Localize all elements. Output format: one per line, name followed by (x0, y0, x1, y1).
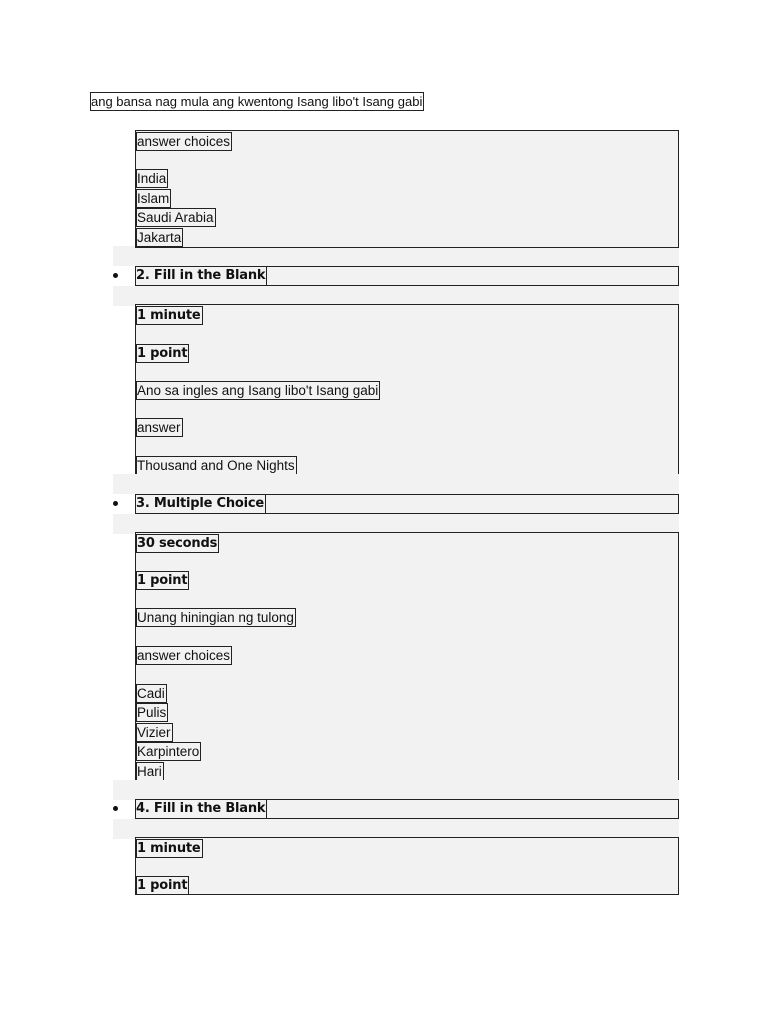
question-3-header (113, 494, 679, 514)
choice-item[interactable]: Vizier (137, 725, 171, 740)
question-2-header (113, 266, 679, 286)
bullet-icon (113, 806, 118, 811)
answer-value: Thousand and One Nights (137, 458, 295, 473)
question-2-text: Ano sa ingles ang Isang libo't Isang gabi (137, 383, 379, 398)
spacer-band (113, 286, 679, 306)
points-label: 1 point (137, 346, 188, 361)
question-2-title: 2. Fill in the Blank (135, 266, 267, 286)
choice-item[interactable]: Hari (137, 764, 162, 779)
time-label: 30 seconds (137, 536, 218, 551)
question-4-title: 4. Fill in the Blank (135, 799, 267, 819)
choice-item[interactable]: Saudi Arabia (137, 210, 214, 225)
choice-item[interactable]: Islam (137, 191, 170, 206)
choice-item[interactable]: India (137, 171, 167, 186)
choice-item[interactable]: Pulis (137, 705, 167, 720)
spacer-band (113, 819, 679, 839)
question-3-panel (135, 532, 679, 781)
question-2-panel (135, 304, 679, 475)
choice-item[interactable]: Karpintero (137, 744, 200, 759)
question-3-title: 3. Multiple Choice (135, 494, 266, 514)
question-3-text: Unang hiningian ng tulong (137, 610, 294, 625)
spacer-band (113, 780, 679, 800)
choice-item[interactable]: Cadi (137, 686, 165, 701)
answer-choices-label: answer choices (137, 648, 231, 663)
question-4-header (113, 799, 679, 819)
choice-item[interactable]: Jakarta (137, 230, 182, 245)
spacer-band (113, 246, 679, 266)
answer-choices-label: answer choices (137, 134, 231, 149)
time-label: 1 minute (137, 841, 201, 856)
question-4-panel (135, 837, 679, 895)
points-label: 1 point (137, 573, 188, 588)
question-1-panel (135, 130, 679, 248)
points-label: 1 point (137, 878, 188, 893)
spacer-band (113, 474, 679, 494)
answer-label: answer (137, 420, 181, 435)
bullet-icon (113, 273, 118, 278)
spacer-band (113, 514, 679, 534)
bullet-icon (113, 501, 118, 506)
question-1-text: ang bansa nag mula ang kwentong Isang libo't Isang gabi (91, 94, 423, 109)
time-label: 1 minute (137, 308, 201, 323)
